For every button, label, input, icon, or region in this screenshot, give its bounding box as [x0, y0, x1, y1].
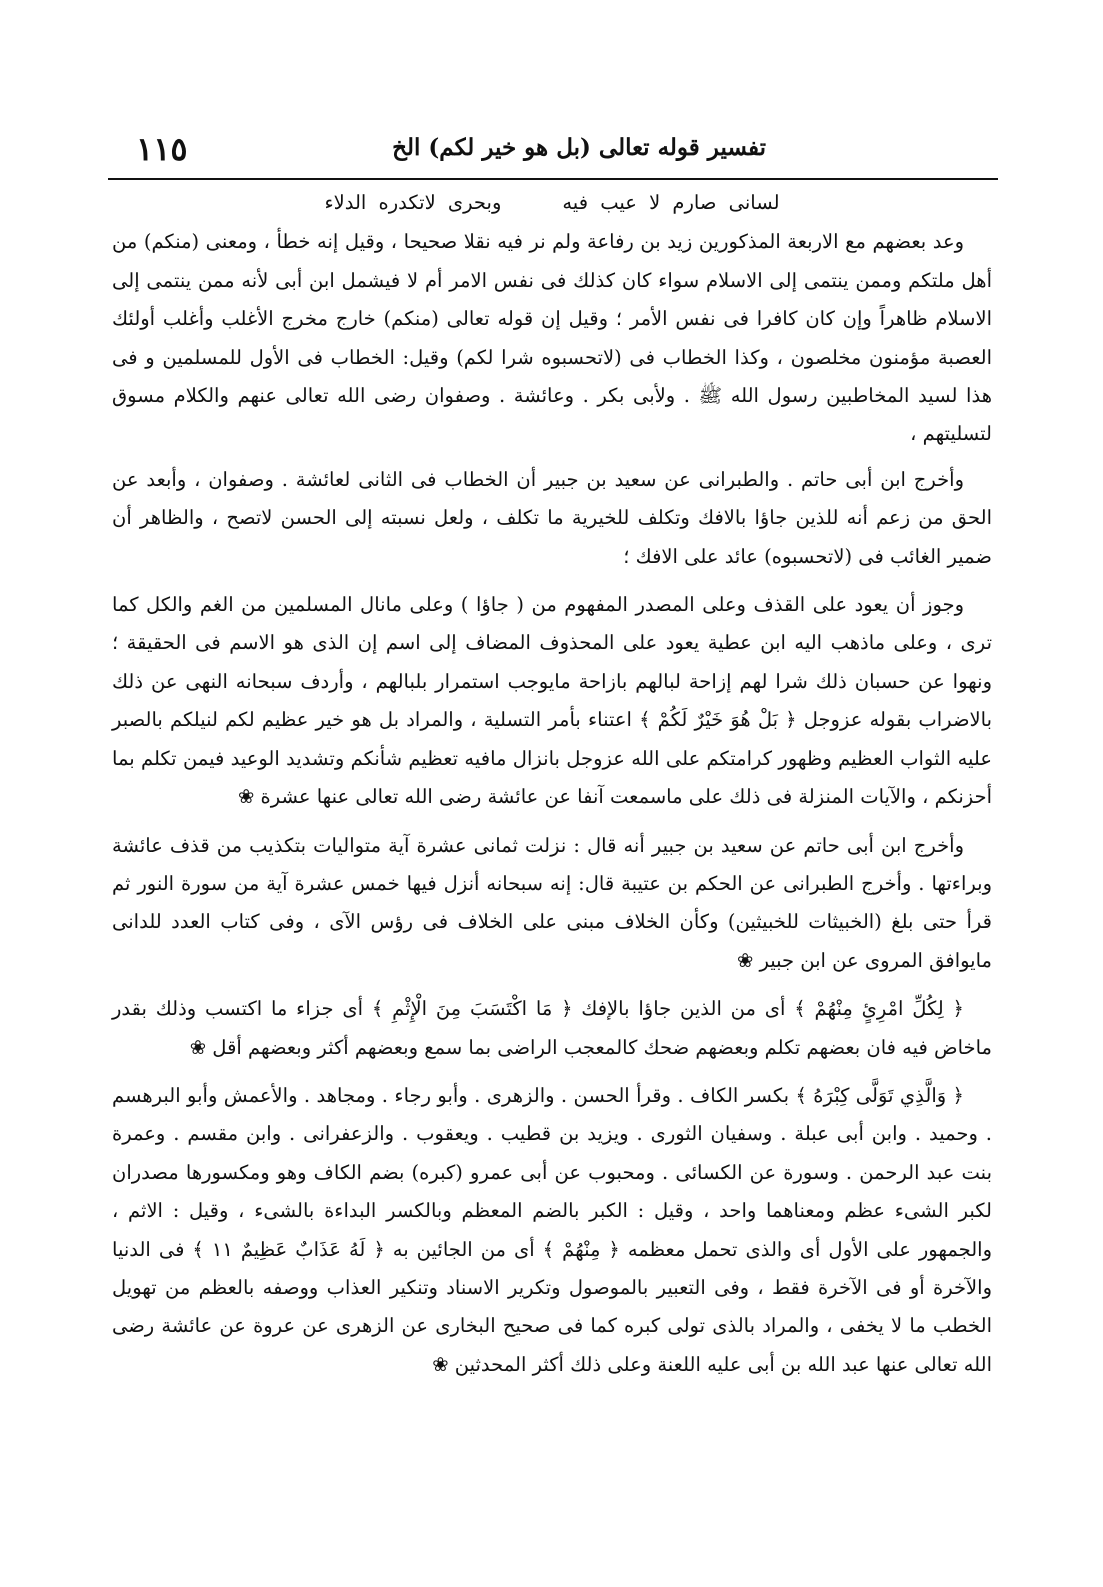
- page-number: ١١٥: [136, 130, 188, 168]
- paragraph: وجوز أن يعود على القذف وعلى المصدر المفهوم من ( جاؤا ) وعلى مانال المسلمين من الغم والكل كما ترى ، وعلى ماذهب اليه ابن عطية يعود على المحذوف المضاف إلى اسم إن الذى هو الاسم فى الحقيقة ؛ ونهوا عن حسبان ذلك شرا لهم إزاحة لبالهم بازاحة مايوجب استمرار بلبالهم ، وأردف سبحانه النهى عن ذلك بالاضراب بقوله عزوجل ﴿ بَلْ هُوَ خَيْرٌ لَكُمْ ﴾ اعتناء بأمر التسلية ، والمراد بل هو خير عظيم لكم لنيلكم بالصبر عليه الثواب العظيم وظهور كرامتكم على الله عزوجل بانزال مافيه تعظيم شأنكم وتشديد الوعيد فيمن تكلم بما أحزنكم ، والآيات المنزلة فى ذلك على ماسمعت آنفا عن عائشة رضى الله تعالى عنها عشرة ❀: [112, 593, 992, 809]
- body-text: [112, 184, 992, 1391]
- paragraph: ﴿ لِكُلِّ امْرِئٍ مِنْهُمْ ﴾ أى من الذين جاؤا بالإفك ﴿ مَا اكْتَسَبَ مِنَ الْإِثْمِ ﴾ أى جزاء ما اكتسب وذلك بقدر ماخاض فيه فان بعضهم تكلم وبعضهم ضحك كالمعجب الراضى بما سمع وبعضهم أكثر وبعضهم أقل ❀: [112, 997, 992, 1059]
- page-header: [108, 128, 998, 172]
- running-title: تفسير قوله تعالى (بل هو خير لكم) الخ: [392, 134, 766, 161]
- paragraph: وأخرج ابن أبى حاتم عن سعيد بن جبير أنه قال : نزلت ثمانى عشرة آية متواليات بتكذيب من قذف عائشة وبراءتها . وأخرج الطبرانى عن الحكم بن عتيبة قال: إنه سبحانه أنزل فيها خمس عشرة آية من سورة النور ثم قرأ حتى بلغ (الخبيثات للخبيثين) وكأن الخلاف مبنى على الخلاف فى رؤس الآى ، وفى كتاب العدد للدانى مايوافق المروى عن ابن جبير ❀: [112, 833, 992, 972]
- paragraph: وأخرج ابن أبى حاتم . والطبرانى عن سعيد بن جبير أن الخطاب فى الثانى لعائشة . وصفوان ، وأبعد عن الحق من زعم أنه للذين جاؤا بالافك وتكلف للخيرية ما تكلف ، ولعل نسبته إلى الحسن لاتصح ، والظاهر أن ضمير الغائب فى (لاتحسبوه) عائد على الافك ؛: [112, 467, 992, 568]
- poetry-verse: لسانى صارم لا عيب فيه وبحرى لاتكدره الدلاء: [324, 191, 780, 214]
- header-divider: [108, 178, 998, 180]
- paragraph: ﴿ وَالَّذِي تَوَلَّى كِبْرَهُ ﴾ بكسر الكاف . وقرأ الحسن . والزهرى . وأبو رجاء . ومجاهد . والأعمش وأبو البرهسم . وحميد . وابن أبى عبلة . وسفيان الثورى . ويزيد بن قطيب . ويعقوب . والزعفرانى . وابن مقسم . وعمرة بنت عبد الرحمن . وسورة عن الكسائى . ومحبوب عن أبى عمرو (كبره) بضم الكاف وهو ومكسورها مصدران لكبر الشىء عظم ومعناهما واحد ، وقيل : الكبر بالضم المعظم وبالكسر البداءة بالشىء ، وقيل : الاثم ، والجمهور على الأول أى والذى تحمل معظمه ﴿ مِنْهُمْ ﴾ أى من الجائين به ﴿ لَهُ عَذَابٌ عَظِيمٌ ١١ ﴾ فى الدنيا والآخرة أو فى الآخرة فقط ، وفى التعبير بالموصول وتكرير الاسناد وتنكير العذاب ووصفه بالعظم من تهويل الخطب ما لا يخفى ، والمراد بالذى تولى كبره كما فى صحيح البخارى عن الزهرى عن عروة عن عائشة رضى الله تعالى عنها عبد الله بن أبى عليه اللعنة وعلى ذلك أكثر المحدثين ❀: [112, 1083, 992, 1376]
- paragraph: وعد بعضهم مع الاربعة المذكورين زيد بن رفاعة ولم نر فيه نقلا صحيحا ، وقيل إنه خطأ ، ومعنى (منكم) من أهل ملتكم وممن ينتمى إلى الاسلام سواء كان كذلك فى نفس الامر أم لا فيشمل ابن أبى لأنه ممن ينتمى إلى الاسلام ظاهراً وإن كان كافرا فى نفس الأمر ؛ وقيل إن قوله تعالى (منكم) خارج مخرج الأغلب وأغلب أولئك العصبة مؤمنون مخلصون ، وكذا الخطاب فى (لاتحسبوه شرا لكم) وقيل: الخطاب فى الأول للمسلمين و فى هذا لسيد المخاطبين رسول الله ﷺ . ولأبى بكر . وعائشة . وصفوان رضى الله تعالى عنهم والكلام مسوق لتسليتهم ،: [112, 230, 992, 446]
